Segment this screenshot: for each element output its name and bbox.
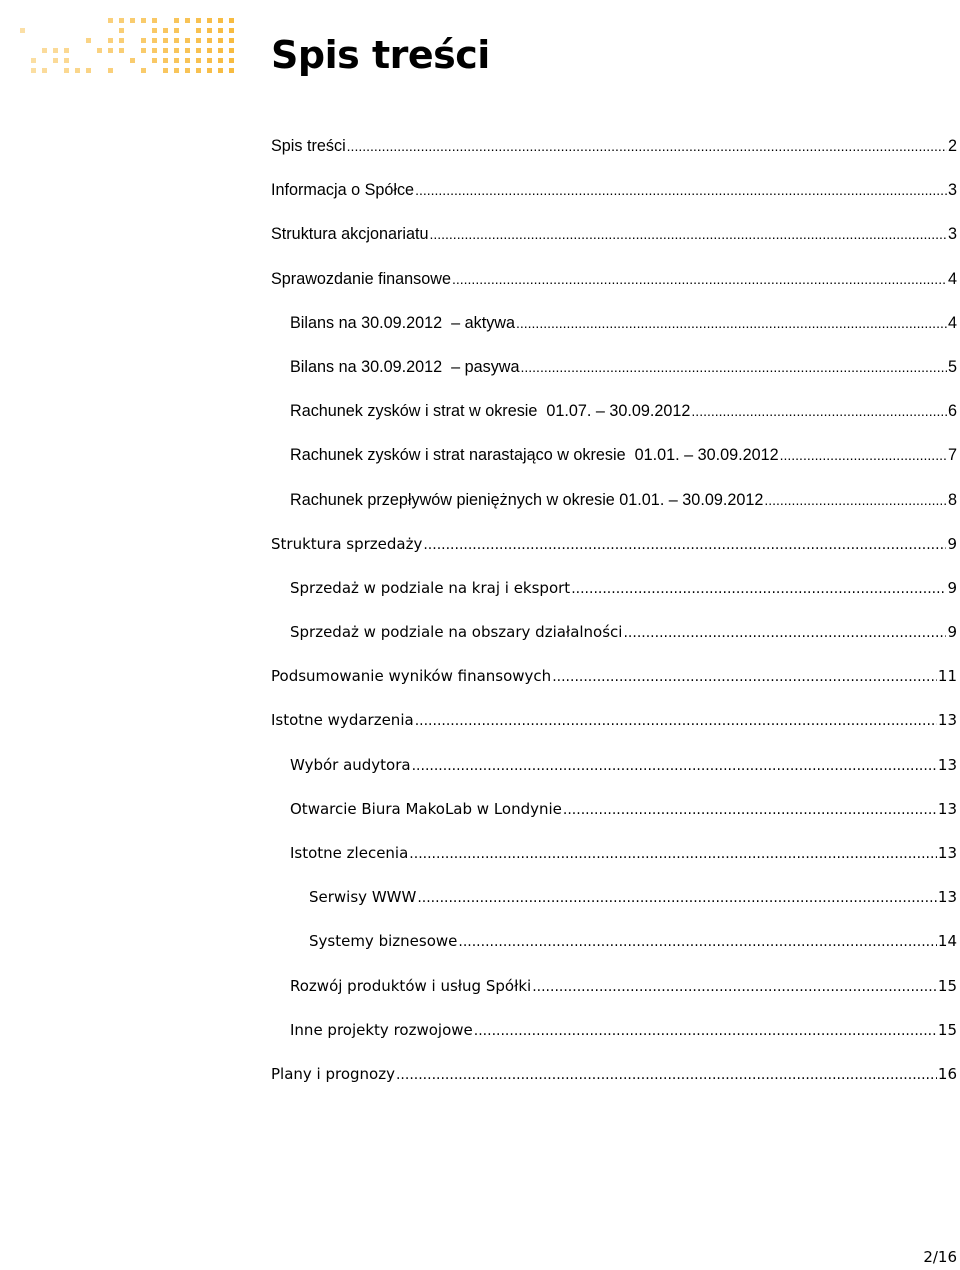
- logo-dot: [119, 28, 124, 33]
- toc-entry-page: 14: [937, 932, 957, 951]
- logo-dot: [75, 68, 80, 73]
- toc-dot-leader: [415, 706, 937, 736]
- toc-entry-page: 13: [937, 888, 957, 907]
- logo-dot: [64, 58, 69, 63]
- toc-entry[interactable]: [0, 573, 960, 617]
- toc-entry-title: Rozwój produktów i usług Spółki: [290, 976, 532, 995]
- logo-dot: [86, 68, 91, 73]
- table-of-contents: [0, 131, 960, 1103]
- toc-entry[interactable]: [0, 882, 960, 926]
- toc-entry[interactable]: [0, 971, 960, 1015]
- toc-entry-page: 3: [947, 225, 957, 244]
- toc-entry-page: 7: [947, 446, 957, 465]
- toc-entry[interactable]: [0, 794, 960, 838]
- logo-dot: [108, 48, 113, 53]
- toc-entry-page: 5: [947, 357, 957, 376]
- toc-entry-title: Bilans na 30.09.2012 – pasywa: [290, 357, 520, 376]
- logo-dot: [196, 28, 201, 33]
- logo-dot: [53, 58, 58, 63]
- logo-dot: [31, 58, 36, 63]
- toc-entry[interactable]: [0, 661, 960, 705]
- toc-entry[interactable]: [0, 750, 960, 794]
- logo-dot: [207, 18, 212, 23]
- toc-dot-leader: [429, 219, 947, 249]
- toc-entry-title: Otwarcie Biura MakoLab w Londynie: [290, 799, 562, 818]
- logo-dot: [185, 18, 190, 23]
- toc-entry-page: 9: [947, 578, 957, 597]
- toc-entry[interactable]: [0, 485, 960, 529]
- logo-dot: [196, 68, 201, 73]
- logo-dot: [53, 48, 58, 53]
- toc-entry-title: Rachunek przepływów pieniężnych w okresie 01.01. – 30.09.2012: [290, 490, 764, 509]
- toc-entry-page: 9: [947, 534, 957, 553]
- toc-entry-title: Bilans na 30.09.2012 – aktywa: [290, 313, 515, 332]
- toc-entry-title: Podsumowanie wyników finansowych: [271, 667, 552, 686]
- toc-entry[interactable]: [0, 352, 960, 396]
- logo-dot: [108, 68, 113, 73]
- toc-dot-leader: [563, 795, 937, 825]
- logo-dot: [174, 48, 179, 53]
- logo-dot: [163, 68, 168, 73]
- logo-dot: [207, 38, 212, 43]
- toc-entry-title: Wybór audytora: [290, 755, 411, 774]
- toc-entry-title: Sprzedaż w podziale na obszary działalności: [290, 623, 623, 642]
- toc-entry[interactable]: [0, 219, 960, 263]
- logo-dot: [229, 68, 234, 73]
- logo-dot: [130, 58, 135, 63]
- logo-dot: [218, 38, 223, 43]
- logo-dot: [196, 18, 201, 23]
- logo-dot: [97, 48, 102, 53]
- logo-dot: [174, 58, 179, 63]
- toc-entry[interactable]: [0, 705, 960, 749]
- toc-dot-leader: [347, 131, 947, 161]
- toc-entry-title: Istotne wydarzenia: [271, 711, 414, 730]
- toc-entry[interactable]: [0, 617, 960, 661]
- toc-entry-title: Struktura sprzedaży: [271, 534, 423, 553]
- toc-dot-leader: [412, 751, 937, 781]
- logo-dot: [141, 18, 146, 23]
- logo-dot: [163, 48, 168, 53]
- logo-dot: [185, 48, 190, 53]
- company-logo: [18, 16, 240, 78]
- toc-entry-page: 4: [947, 313, 957, 332]
- toc-entry[interactable]: [0, 926, 960, 970]
- toc-dot-leader: [452, 264, 947, 294]
- logo-dot: [229, 58, 234, 63]
- page-number: 2/16: [923, 1248, 957, 1266]
- toc-entry-page: 8: [947, 490, 957, 509]
- logo-dot: [196, 48, 201, 53]
- logo-dot: [152, 38, 157, 43]
- toc-entry[interactable]: [0, 529, 960, 573]
- logo-dot: [174, 68, 179, 73]
- logo-dot: [196, 38, 201, 43]
- toc-entry-title: Istotne zlecenia: [290, 844, 409, 862]
- logo-dot: [207, 28, 212, 33]
- toc-entry-title: Sprawozdanie finansowe: [271, 269, 451, 288]
- logo-dot: [185, 58, 190, 63]
- toc-entry-page: 11: [937, 667, 957, 686]
- toc-entry[interactable]: [0, 131, 960, 175]
- toc-entry-title: Rachunek zysków i strat w okresie 01.07. – 30.09.2012: [290, 402, 691, 421]
- toc-dot-leader: [552, 662, 937, 692]
- toc-entry-title: Inne projekty rozwojowe: [290, 1020, 473, 1039]
- toc-dot-leader: [532, 972, 937, 1002]
- toc-entry[interactable]: [0, 175, 960, 219]
- toc-entry[interactable]: [0, 440, 960, 484]
- toc-entry-title: Sprzedaż w podziale na kraj i eksport: [290, 578, 571, 597]
- logo-dot: [108, 38, 113, 43]
- logo-dot: [119, 18, 124, 23]
- logo-dot: [174, 18, 179, 23]
- toc-entry[interactable]: [0, 838, 960, 882]
- toc-dot-leader: [691, 396, 947, 426]
- toc-entry[interactable]: [0, 1059, 960, 1103]
- toc-dot-leader: [521, 352, 947, 382]
- logo-dot: [229, 28, 234, 33]
- logo-dot: [163, 58, 168, 63]
- logo-dot: [207, 68, 212, 73]
- logo-dot: [229, 38, 234, 43]
- toc-entry-title: Plany i prognozy: [271, 1064, 395, 1083]
- toc-dot-leader: [764, 485, 947, 515]
- logo-dot: [152, 28, 157, 33]
- logo-dot: [163, 28, 168, 33]
- toc-entry-title: Systemy biznesowe: [309, 932, 458, 951]
- logo-dot: [141, 48, 146, 53]
- toc-entry[interactable]: [0, 308, 960, 352]
- logo-dot: [64, 48, 69, 53]
- logo-dot: [163, 38, 168, 43]
- toc-entry[interactable]: [0, 264, 960, 308]
- toc-dot-leader: [516, 308, 947, 338]
- toc-entry[interactable]: [0, 1015, 960, 1059]
- toc-entry[interactable]: [0, 396, 960, 440]
- toc-entry-title: Rachunek zysków i strat narastająco w okresie 01.01. – 30.09.2012: [290, 446, 779, 465]
- toc-entry-page: 2: [947, 137, 957, 155]
- toc-entry-title: Struktura akcjonariatu: [271, 225, 429, 244]
- logo-dot: [174, 28, 179, 33]
- toc-entry-page: 15: [937, 1020, 957, 1039]
- toc-dot-leader: [458, 927, 937, 957]
- toc-entry-page: 13: [937, 711, 957, 730]
- logo-dot: [229, 48, 234, 53]
- logo-dot: [152, 58, 157, 63]
- logo-dot: [141, 68, 146, 73]
- logo-dot: [130, 18, 135, 23]
- logo-dot: [119, 48, 124, 53]
- toc-entry-title: Serwisy WWW: [309, 888, 417, 907]
- logo-dot: [185, 38, 190, 43]
- logo-dot: [119, 38, 124, 43]
- toc-entry-page: 13: [937, 755, 957, 774]
- toc-entry-title: Informacja o Spółce: [271, 181, 415, 200]
- toc-dot-leader: [415, 175, 947, 205]
- toc-dot-leader: [780, 440, 947, 470]
- toc-dot-leader: [571, 574, 946, 604]
- toc-entry-page: 13: [937, 799, 957, 818]
- logo-dot: [31, 68, 36, 73]
- logo-dot: [218, 58, 223, 63]
- logo-dot: [207, 48, 212, 53]
- logo-dot: [141, 38, 146, 43]
- toc-dot-leader: [623, 618, 946, 648]
- logo-dot: [229, 18, 234, 23]
- logo-dot: [86, 38, 91, 43]
- logo-dot: [64, 68, 69, 73]
- toc-entry-page: 13: [937, 844, 957, 862]
- toc-dot-leader: [423, 530, 946, 560]
- logo-dot: [218, 68, 223, 73]
- logo-dot: [152, 48, 157, 53]
- logo-dot: [42, 68, 47, 73]
- toc-entry-title: Spis treści: [271, 137, 346, 155]
- toc-dot-leader: [396, 1060, 937, 1090]
- toc-entry-page: 4: [947, 269, 957, 288]
- toc-entry-page: 3: [947, 181, 957, 200]
- logo-dot: [218, 48, 223, 53]
- logo-dot: [108, 18, 113, 23]
- toc-entry-page: 15: [937, 976, 957, 995]
- toc-entry-page: 9: [947, 623, 957, 642]
- logo-dot: [152, 18, 157, 23]
- logo-dot: [218, 28, 223, 33]
- toc-dot-leader: [474, 1016, 937, 1046]
- toc-entry-page: 16: [937, 1064, 957, 1083]
- toc-dot-leader: [417, 883, 937, 913]
- logo-dot: [185, 68, 190, 73]
- logo-dot: [42, 48, 47, 53]
- logo-dot: [196, 58, 201, 63]
- logo-dot: [174, 38, 179, 43]
- page-title: Spis treści: [271, 33, 490, 77]
- logo-dot: [207, 58, 212, 63]
- toc-entry-page: 6: [947, 402, 957, 421]
- logo-dot: [20, 28, 25, 33]
- logo-dot: [218, 18, 223, 23]
- toc-dot-leader: [409, 839, 937, 869]
